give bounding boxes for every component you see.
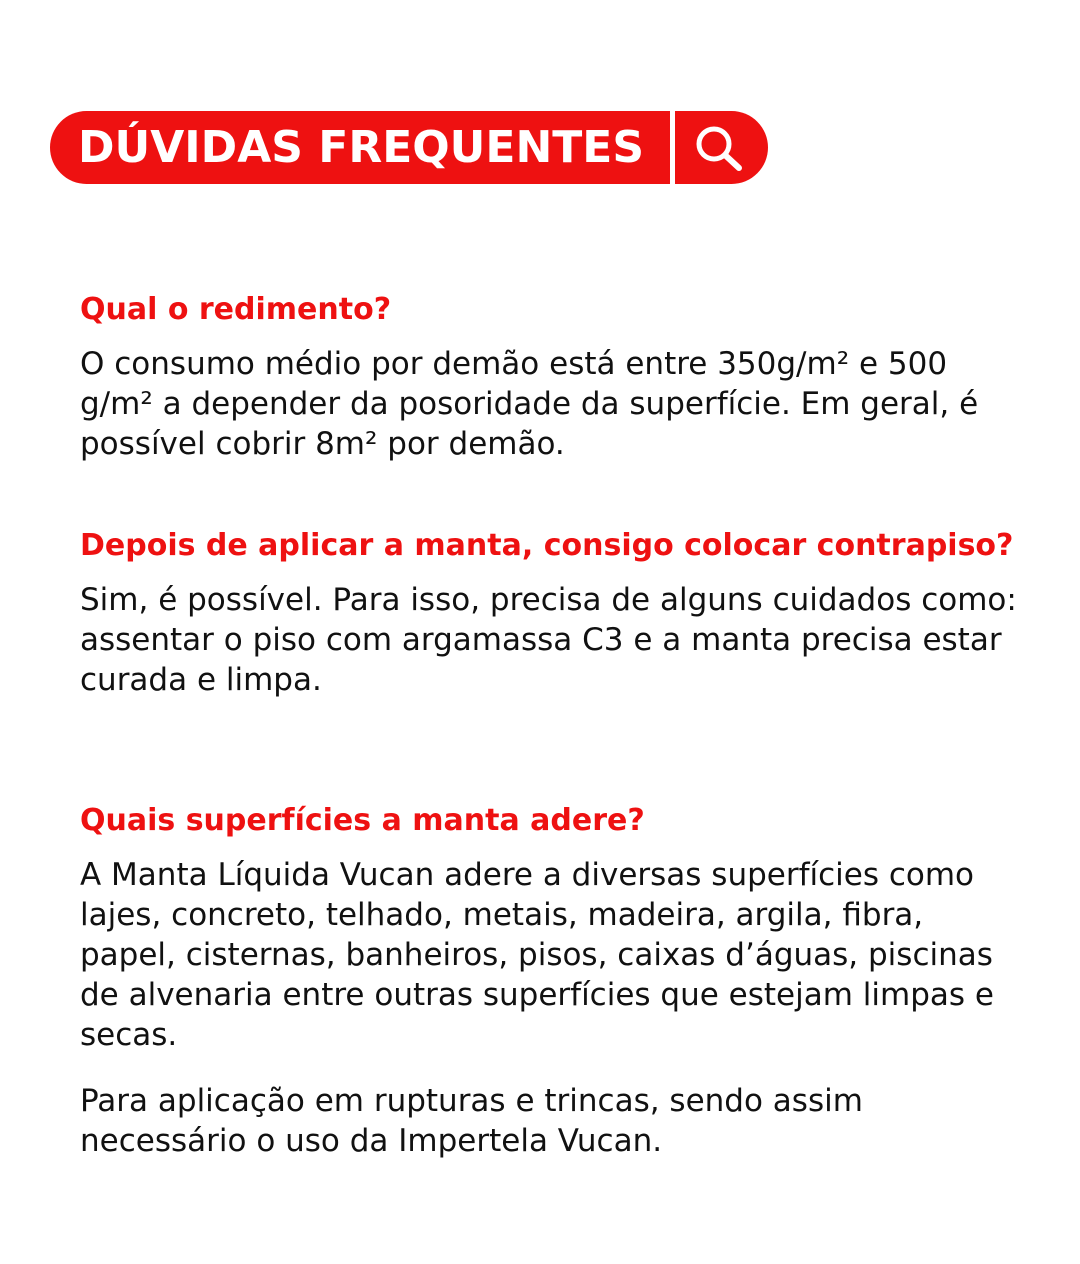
banner-divider	[670, 111, 675, 184]
faq-question: Depois de aplicar a manta, consigo colocar contrapiso?	[80, 528, 1014, 563]
faq-header-banner	[50, 111, 768, 184]
page-title: DÚVIDAS FREQUENTES	[78, 122, 645, 173]
faq-answer: A Manta Líquida Vucan adere a diversas superfícies como lajes, concreto, telhado, metais, madeira, argila, fibra, papel, cisternas, banheiros, pisos, caixas d’águas, piscinas de alvenaria entre outras superfícies que estejam limpas e secas.	[80, 857, 994, 1053]
faq-question: Quais superfícies a manta adere?	[80, 803, 645, 838]
search-icon	[691, 123, 747, 173]
faq-item	[80, 526, 1020, 700]
faq-answer-note: Para aplicação em rupturas e trincas, sendo assim necessário o uso da Impertela Vucan.	[80, 1083, 863, 1159]
faq-item	[80, 801, 1020, 1161]
faq-answer: O consumo médio por demão está entre 350g/m² e 500 g/m² a depender da posoridade da superfície. Em geral, é possível cobrir 8m² por demão.	[80, 346, 979, 462]
faq-item	[80, 290, 1020, 464]
faq-question: Qual o redimento?	[80, 292, 392, 327]
faq-answer: Sim, é possível. Para isso, precisa de alguns cuidados como: assentar o piso com argamassa C3 e a manta precisa estar curada e limpa.	[80, 582, 1017, 698]
